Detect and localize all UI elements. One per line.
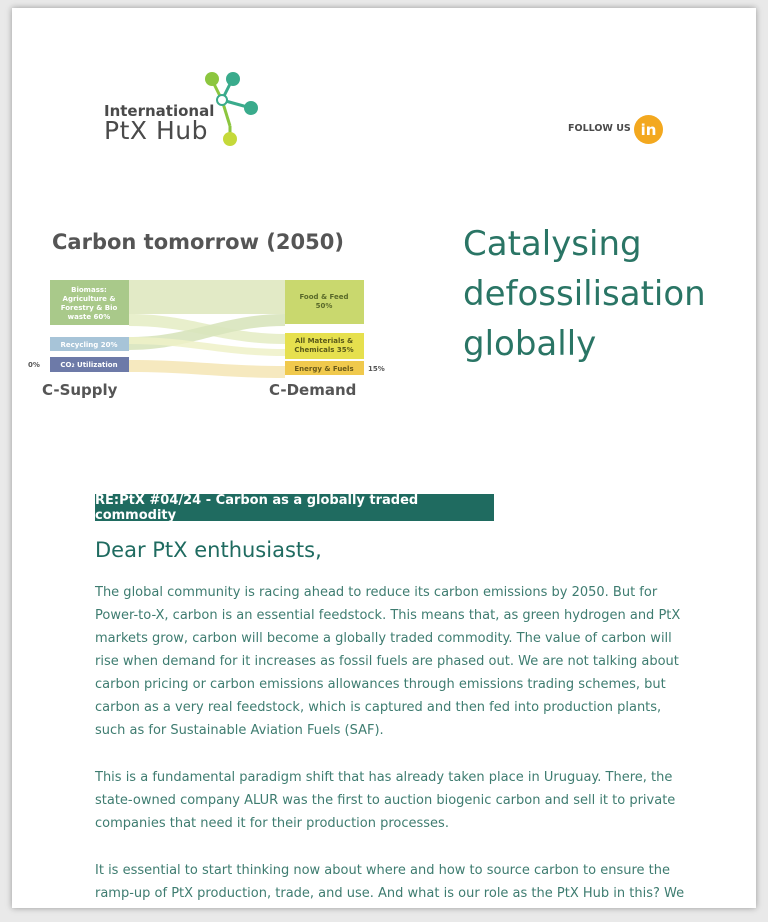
- body-paragraph-2: This is a fundamental paradigm shift that has already taken place in Uruguay. There, the state-owned company ALUR was the first to auction biogenic carbon and sell it to private companies that need it for their production processes.: [95, 770, 676, 831]
- linkedin-icon[interactable]: in: [634, 115, 663, 144]
- chart-title: Carbon tomorrow (2050): [52, 230, 344, 254]
- follow-us-label: FOLLOW US: [568, 123, 631, 134]
- logo-line2: PtX Hub: [104, 116, 208, 145]
- label-co2: CO₂ Utilization: [60, 361, 118, 369]
- body-paragraph-1: The global community is racing ahead to reduce its carbon emissions by 2050. But for Power-to-X, carbon is an essential feedstock. This means that, as green hydrogen and PtX markets grow, carbon will become a globally traded commodity. The value of carbon will rise when demand for it increases as fossil fuels are phased out. We are not talking about carbon pricing or carbon emissions allowances through emissions trading schemes, but carbon as a very real feedstock, which is captured and then fed into production plants, such as for Sustainable Aviation Fuels (SAF).: [95, 585, 681, 738]
- body-paragraph-3: It is essential to start thinking now about where and how to source carbon to ensure the ramp-up of PtX production, trade, and use. And what is our role as the PtX Hub in this? We: [95, 863, 685, 901]
- label-energy: Energy & Fuels: [294, 365, 354, 373]
- newsletter-page: [12, 8, 756, 908]
- carbon-sankey-chart: [22, 274, 392, 384]
- issue-banner[interactable]: RE:PtX #04/24 - Carbon as a globally traded commodity: [95, 494, 494, 521]
- x-label-demand: C-Demand: [269, 381, 357, 399]
- headline: Catalysing defossilisation globally: [463, 224, 706, 364]
- label-recycling: Recycling 20%: [60, 341, 118, 349]
- ptx-hub-logo[interactable]: [104, 66, 279, 156]
- logo-line1: International: [104, 102, 215, 120]
- x-label-supply: C-Supply: [42, 381, 118, 399]
- label-biomass: Biomass: Agriculture & Forestry & Bio waste 60%: [60, 286, 118, 321]
- label-left-pct: 0%: [28, 361, 40, 369]
- label-materials: All Materials & Chemicals 35%: [294, 337, 354, 354]
- label-right-pct: 15%: [368, 365, 385, 373]
- flow-co2-energy: [129, 360, 285, 378]
- greeting-heading: Dear PtX enthusiasts,: [95, 538, 322, 562]
- label-food: Food & Feed 50%: [299, 293, 349, 310]
- flow-biomass-food: [129, 280, 285, 314]
